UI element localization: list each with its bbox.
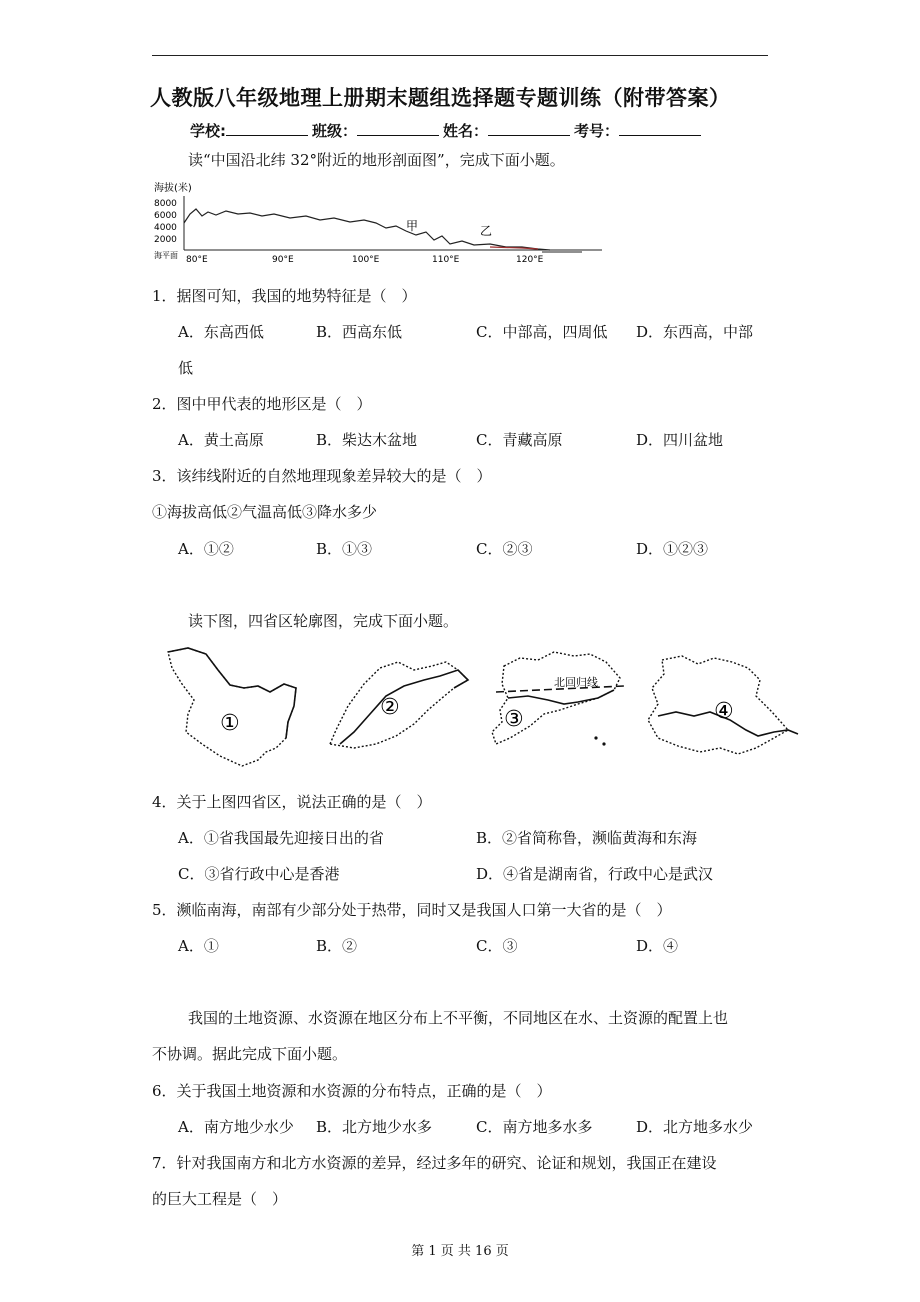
figure-label-yi: 乙 <box>480 224 493 238</box>
class-label: 班级： <box>312 122 358 140</box>
question-1-option-d-continued: 低 <box>178 359 194 377</box>
school-label: 学校: <box>190 122 226 140</box>
question-1-option-c[interactable]: C．中部高，四周低 <box>476 323 608 341</box>
name-label: 姓名： <box>443 122 489 140</box>
province-map-4 <box>648 656 798 754</box>
question-4-stem: 4．关于上图四省区，说法正确的是（ ） <box>152 793 432 811</box>
province-map-3 <box>492 652 624 746</box>
question-5-option-d[interactable]: D．④ <box>636 937 679 955</box>
province-map-2 <box>330 662 468 748</box>
question-7-stem-line-1: 7．针对我国南方和北方水资源的差异，经过多年的研究、论证和规划，我国正在建设 <box>152 1154 717 1172</box>
question-4-option-d[interactable]: D．④省是湖南省，行政中心是武汉 <box>476 865 714 883</box>
figure-x-tick: 90°E <box>272 255 294 265</box>
question-6-option-d[interactable]: D．北方地多水少 <box>636 1118 754 1136</box>
group3-intro-line-2: 不协调。据此完成下面小题。 <box>152 1045 348 1063</box>
question-2-stem: 2．图中甲代表的地形区是（ ） <box>152 395 372 413</box>
province-map-1 <box>168 648 296 766</box>
question-3-option-a[interactable]: A．①② <box>178 540 234 558</box>
terrain-profile-figure <box>150 178 620 270</box>
question-6-option-c[interactable]: C．南方地多水多 <box>476 1118 593 1136</box>
island-dot <box>602 742 605 745</box>
figure-x-tick: 100°E <box>352 255 380 265</box>
question-6-stem: 6．关于我国土地资源和水资源的分布特点，正确的是（ ） <box>152 1082 552 1100</box>
province-3-coastline <box>508 690 614 704</box>
terrain-profile-lowland-line <box>490 247 538 249</box>
province-1-border <box>168 648 296 766</box>
class-blank[interactable] <box>357 121 439 136</box>
question-2-option-d[interactable]: D．四川盆地 <box>636 431 724 449</box>
province-2-coastline <box>340 670 468 744</box>
question-2-option-a[interactable]: A．黄土高原 <box>178 431 264 449</box>
question-5-option-b[interactable]: B．② <box>316 937 358 955</box>
province-2-label: ② <box>380 695 400 720</box>
question-3-option-c[interactable]: C．②③ <box>476 540 533 558</box>
question-1-option-a[interactable]: A．东高西低 <box>178 323 264 341</box>
student-info-line <box>190 120 705 141</box>
figure-y-tick: 2000 <box>154 235 177 245</box>
question-4-option-b[interactable]: B．②省简称鲁，濒临黄海和东海 <box>476 829 698 847</box>
province-outline-maps <box>158 640 803 775</box>
group1-intro: 读“中国沿北纬 32°附近的地形剖面图”，完成下面小题。 <box>188 151 565 169</box>
province-4-label: ④ <box>714 699 734 724</box>
province-3-label: ③ <box>504 707 524 732</box>
figure-y-title: 海拔(米) <box>154 183 192 194</box>
question-3-statements: ①海拔高低②气温高低③降水多少 <box>152 503 378 521</box>
figure-y-tick: 6000 <box>154 211 177 221</box>
exam-no-blank[interactable] <box>619 121 701 136</box>
question-3-stem: 3．该纬线附近的自然地理现象差异较大的是（ ） <box>152 467 492 485</box>
figure-label-jia: 甲 <box>406 219 419 233</box>
question-1-option-b[interactable]: B．西高东低 <box>316 323 403 341</box>
tropic-of-cancer-label: 北回归线 <box>554 676 598 689</box>
question-4-option-c[interactable]: C．③省行政中心是香港 <box>178 865 340 883</box>
question-6-option-a[interactable]: A．南方地少水少 <box>178 1118 294 1136</box>
question-3-option-d[interactable]: D．①②③ <box>636 540 709 558</box>
question-5-option-c[interactable]: C．③ <box>476 937 518 955</box>
province-1-label: ① <box>220 711 240 736</box>
question-1-stem: 1．据图可知，我国的地势特征是（ ） <box>152 287 417 305</box>
figure-y-tick: 8000 <box>154 199 177 209</box>
school-blank[interactable] <box>226 121 308 136</box>
question-5-stem: 5．濒临南海，南部有少部分处于热带，同时又是我国人口第一大省的是（ ） <box>152 901 672 919</box>
figure-y-tick: 4000 <box>154 223 177 233</box>
group3-intro-line-1: 我国的土地资源、水资源在地区分布上不平衡，不同地区在水、土资源的配置上也 <box>188 1009 729 1027</box>
figure-sea-level-label: 海平面 <box>154 251 178 260</box>
figure-x-tick: 80°E <box>186 255 208 265</box>
page-footer: 第 1 页 共 16 页 <box>411 1244 509 1259</box>
figure-x-tick: 110°E <box>432 255 460 265</box>
question-7-stem-line-2: 的巨大工程是（ ） <box>152 1190 288 1208</box>
island-dot <box>594 736 597 739</box>
question-5-option-a[interactable]: A．① <box>178 937 219 955</box>
name-blank[interactable] <box>488 121 570 136</box>
exam-no-label: 考号： <box>574 122 620 140</box>
question-2-option-b[interactable]: B．柴达木盆地 <box>316 431 418 449</box>
question-2-option-c[interactable]: C．青藏高原 <box>476 431 563 449</box>
question-6-option-b[interactable]: B．北方地少水多 <box>316 1118 433 1136</box>
figure-x-tick: 120°E <box>516 255 544 265</box>
terrain-profile-line <box>184 209 550 250</box>
question-3-option-b[interactable]: B．①③ <box>316 540 373 558</box>
question-4-option-a[interactable]: A．①省我国最先迎接日出的省 <box>178 829 384 847</box>
group2-intro: 读下图，四省区轮廓图，完成下面小题。 <box>188 612 459 630</box>
page-title: 人教版八年级地理上册期末题组选择题专题训练（附带答案） <box>150 86 731 110</box>
question-1-option-d[interactable]: D．东西高，中部 <box>636 323 754 341</box>
header-rule <box>152 55 768 56</box>
